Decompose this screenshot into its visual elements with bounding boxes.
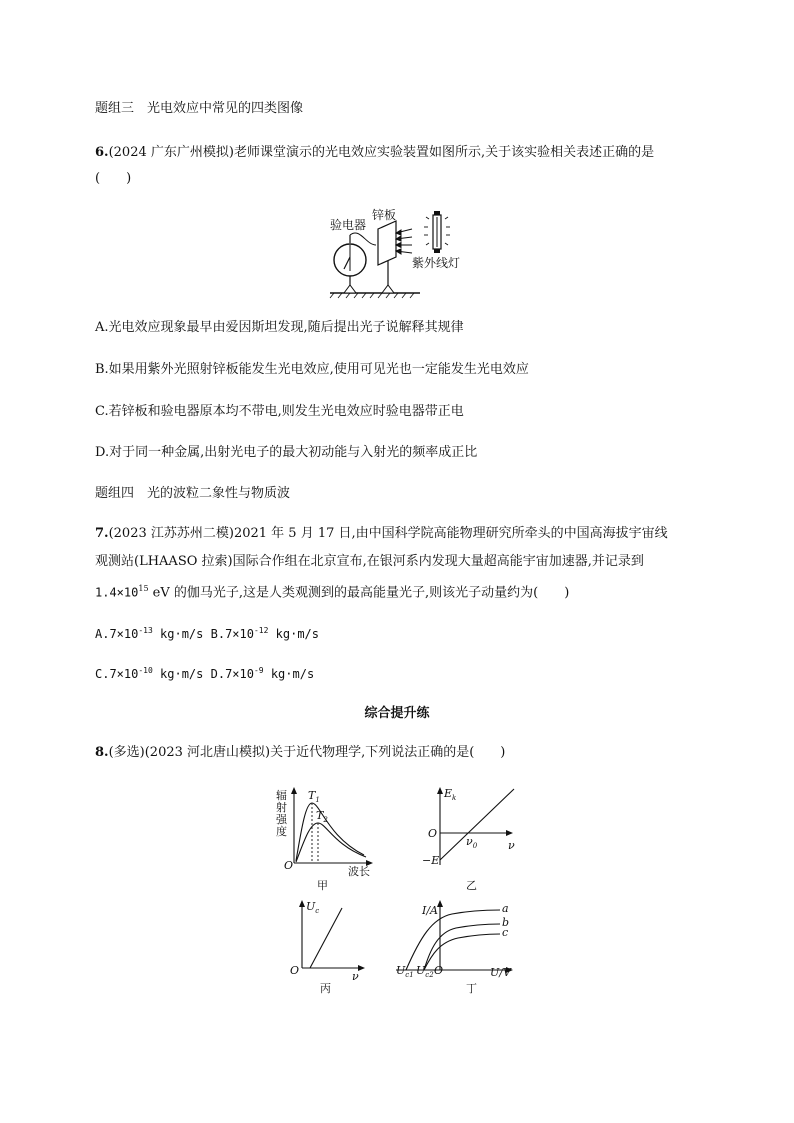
graph-jia-caption: 甲 — [317, 879, 328, 892]
svg-text:I/A: I/A — [422, 904, 438, 917]
question-7-option-c: $C.7\times 10^{-10}$ kg·m/s — [95, 666, 204, 681]
section-heading-group4: 题组四 光的波粒二象性与物质波 — [95, 486, 291, 501]
svg-text:c: c — [502, 926, 509, 939]
graph-ding-caption: 丁 — [466, 982, 477, 995]
svg-text:度: 度 — [276, 825, 287, 838]
graph-bing-uc-frequency — [282, 898, 382, 998]
question-7-options-cd — [95, 662, 314, 683]
svg-text:强: 强 — [276, 813, 287, 826]
svg-text:Uc: $U_c$ — [306, 900, 320, 915]
svg-text:Ek: $E_k$ — [444, 787, 457, 802]
label-uv-lamp: 紫外线灯 — [412, 256, 461, 270]
svg-text:ν0: $\nu_0$ — [466, 835, 478, 850]
question-6-answer-blank: ( ) — [95, 171, 132, 186]
svg-text:T2: $T_2$ — [316, 809, 328, 824]
graph-bing-caption: 丙 — [320, 982, 331, 995]
question-8-number: 8. — [95, 745, 109, 760]
question-6-option-d: D.对于同一种金属,出射光电子的最大初动能与入射光的频率成正比 — [95, 445, 478, 460]
graph-yi-caption: 乙 — [466, 879, 477, 892]
svg-text:Uc2: $U_{c2}$ — [416, 964, 434, 979]
svg-text:辐: 辐 — [276, 789, 287, 802]
graph-jia-blackbody — [272, 785, 387, 895]
question-7-options-ab — [95, 622, 319, 643]
section-title-comprehensive: 综合提升练 — [364, 706, 430, 721]
label-electroscope: 验电器 — [330, 218, 367, 232]
svg-text:O: O — [428, 827, 438, 840]
svg-text:−E: −E — [422, 854, 440, 867]
question-6-option-b: B.如果用紫外光照射锌板能发生光电效应,使用可见光也一定能发生光电效应 — [95, 362, 529, 377]
question-7-line2: 观测站(LHAASO 拉索)国际合作组在北京宣布,在银河系内发现大量超高能宇宙加速器,并记录到 — [95, 554, 644, 569]
question-7-line3: $1.4\times 10^{15}$ eV 的伽马光子,这是人类观测到的最高能量光子,则该光子动量约为( ) — [95, 584, 570, 601]
question-6-text: (2024 广东广州模拟)老师课堂演示的光电效应实验装置如图所示,关于该实验相关表述正确的是 — [108, 145, 655, 160]
svg-text:O: O — [284, 859, 294, 872]
svg-text:b: b — [502, 916, 510, 929]
question-7-option-b: $B.7\times 10^{-12}$ kg·m/s — [203, 626, 319, 641]
question-6-stem — [95, 144, 654, 162]
svg-text:波长: 波长 — [348, 865, 370, 878]
photoelectric-apparatus-figure — [320, 205, 480, 300]
zinc-plate — [378, 221, 396, 265]
question-6-option-c: C.若锌板和验电器原本均不带电,则发生光电效应时验电器带正电 — [95, 404, 464, 419]
question-7-text-line1: (2023 江苏苏州二模)2021 年 5 月 17 日,由中国科学院高能物理研究所牵头的中国高海拔宇宙线 — [108, 526, 668, 541]
graph-yi-ek-frequency — [420, 785, 530, 895]
graph-ding-current-voltage — [392, 898, 522, 998]
question-6-option-a: A.光电效应现象最早由爱因斯坦发现,随后提出光子说解释其规律 — [95, 320, 464, 335]
question-7-number: 7. — [95, 526, 109, 541]
question-6-number: 6. — [95, 145, 109, 160]
question-7-line1 — [95, 525, 668, 543]
question-7-option-a: $A.7\times 10^{-13}$ kg·m/s — [95, 626, 204, 641]
svg-text:ν: ν — [352, 970, 359, 983]
svg-text:Uc1: $U_{c1}$ — [396, 964, 414, 979]
svg-text:射: 射 — [276, 801, 287, 814]
svg-text:U/V: U/V — [490, 966, 511, 979]
svg-text:O: O — [434, 964, 444, 977]
question-7-option-d: $D.7\times 10^{-9}$ kg·m/s — [203, 666, 315, 681]
svg-text:ν: ν — [508, 839, 515, 852]
section-heading-group3: 题组三 光电效应中常见的四类图像 — [95, 101, 304, 116]
label-zinc-plate: 锌板 — [372, 208, 397, 222]
svg-text:T1: $T_1$ — [308, 789, 320, 804]
question-8-stem — [95, 744, 505, 762]
svg-text:a: a — [502, 902, 509, 915]
uv-lamp — [424, 211, 450, 253]
svg-text:O: O — [290, 964, 300, 977]
question-8-text: (多选)(2023 河北唐山模拟)关于近代物理学,下列说法正确的是( ) — [108, 745, 506, 760]
